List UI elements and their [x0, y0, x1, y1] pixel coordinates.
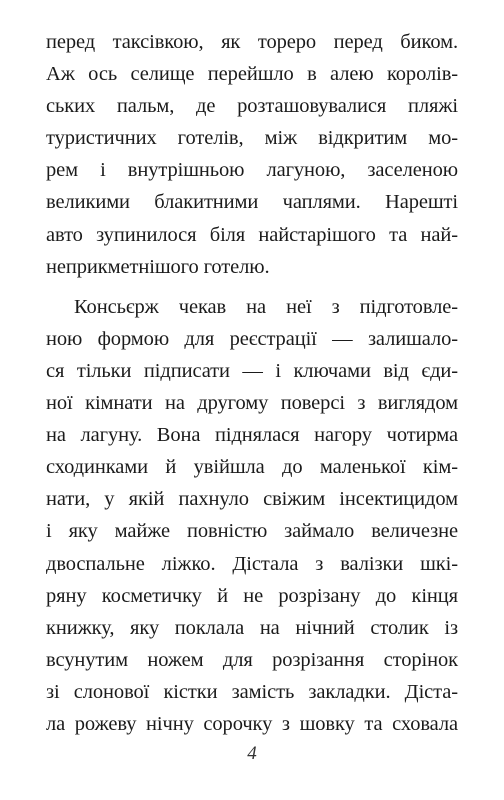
text-line: великими блакитними чаплями. Нарешті: [46, 191, 458, 214]
text-line: сходинками й увійшла до маленької кім-: [46, 456, 458, 479]
text-line: ряну косметичку й не розрізану до кінця: [46, 584, 458, 607]
text-line: перед таксівкою, як тореро перед биком.: [46, 31, 458, 53]
page-number: 4: [247, 743, 257, 764]
text-line: двоспальне ліжко. Дістала з валізки шкі-: [46, 552, 458, 575]
body-text: [46, 26, 458, 740]
text-line: авто зупинилося біля найстарішого та най-: [46, 223, 458, 246]
text-line: ських пальм, де розташовувалися пляжі: [46, 95, 458, 118]
text-line: і яку майже повністю займало величезне: [46, 520, 458, 543]
text-line: зі слонової кістки замість закладки. Діста-: [46, 680, 458, 703]
text-line: на лагуну. Вона піднялася нагору чотирма: [46, 424, 458, 447]
paragraph-1: [46, 26, 458, 283]
text-line: нати, у якій пахнуло свіжим інсектицидом: [46, 488, 458, 511]
text-line: книжку, яку поклала на нічний столик із: [46, 616, 458, 639]
text-line: ся тільки підписати — і ключами від єди-: [46, 359, 458, 382]
text-line: рем і внутрішньою лагуною, заселеною: [46, 159, 458, 182]
text-line: Консьєрж чекав на неї з підготовле-: [74, 295, 458, 318]
text-line: туристичних готелів, між відкритим мо-: [46, 127, 458, 150]
text-line: неприкметнішого готелю.: [46, 255, 270, 278]
text-line: ної кімнати на другому поверсі з виглядом: [46, 392, 458, 415]
text-line: всунутим ножем для розрізання сторінок: [46, 648, 458, 671]
paragraph-spacer: [46, 283, 458, 291]
text-line: Аж ось селище перейшло в алею королів-: [46, 63, 458, 86]
paragraph-2: [46, 291, 458, 740]
text-line: ла рожеву нічну сорочку з шовку та сховала: [46, 712, 458, 735]
text-line: ною формою для реєстрації — залишало-: [46, 327, 458, 350]
